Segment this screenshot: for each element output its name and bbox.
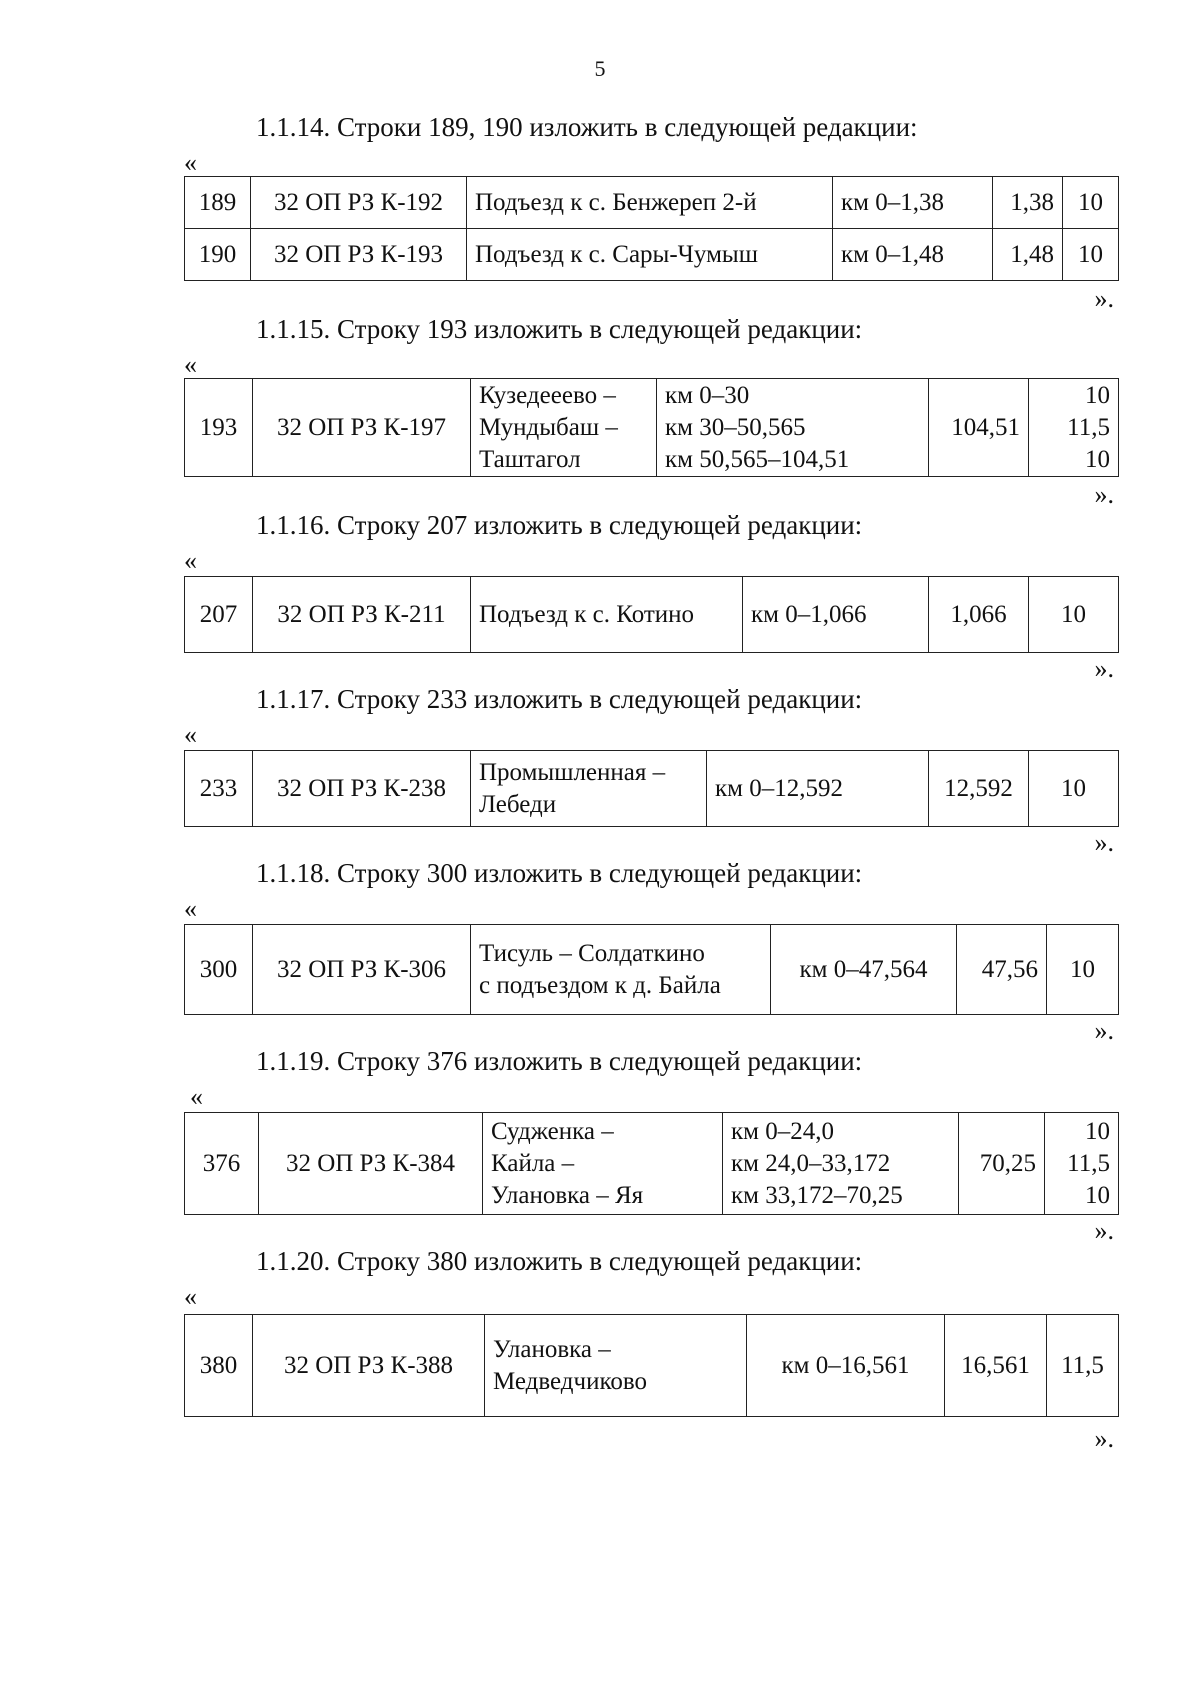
road-length: 16,561 [945, 1315, 1047, 1417]
amendment-table [184, 378, 1119, 477]
road-length: 70,25 [959, 1113, 1045, 1215]
table-row [185, 1113, 1119, 1215]
quote-open: « [184, 1282, 197, 1311]
section-heading: 1.1.20. Строку 380 изложить в следующей редакции: [256, 1246, 863, 1276]
quote-open: « [184, 546, 197, 575]
axle-load: 10 [1029, 577, 1119, 653]
table-row [185, 177, 1119, 229]
quote-open: « [184, 894, 197, 923]
road-length: 1,48 [993, 229, 1063, 281]
amendment-table [184, 750, 1119, 827]
quote-close: ». [1094, 1216, 1114, 1245]
table-row [185, 1315, 1119, 1417]
road-length: 1,066 [929, 577, 1029, 653]
axle-load: 10 11,5 10 [1029, 379, 1119, 477]
row-number: 207 [185, 577, 253, 653]
quote-close: ». [1094, 828, 1114, 857]
amendment-table [184, 176, 1119, 281]
row-number: 193 [185, 379, 253, 477]
quote-close: ». [1094, 1424, 1114, 1453]
quote-open: « [190, 1082, 203, 1111]
quote-open: « [184, 148, 197, 177]
km-range: км 0–30 км 30–50,565 км 50,565–104,51 [657, 379, 929, 477]
road-name: Улановка – Медведчиково [485, 1315, 747, 1417]
page-number: 5 [594, 56, 606, 81]
road-length: 104,51 [929, 379, 1029, 477]
km-range: км 0–1,38 [833, 177, 993, 229]
km-range: км 0–16,561 [747, 1315, 945, 1417]
amendment-table [184, 1314, 1119, 1417]
road-code: 32 ОП РЗ К-238 [253, 751, 471, 827]
road-code: 32 ОП РЗ К-197 [253, 379, 471, 477]
km-range: км 0–12,592 [707, 751, 929, 827]
row-number: 380 [185, 1315, 253, 1417]
road-code: 32 ОП РЗ К-388 [253, 1315, 485, 1417]
quote-close: ». [1094, 654, 1114, 683]
row-number: 189 [185, 177, 251, 229]
quote-close: ». [1094, 1016, 1114, 1045]
road-code: 32 ОП РЗ К-211 [253, 577, 471, 653]
quote-open: « [184, 720, 197, 749]
quote-open: « [184, 350, 197, 379]
road-code: 32 ОП РЗ К-306 [253, 925, 471, 1015]
km-range: км 0–1,48 [833, 229, 993, 281]
road-code: 32 ОП РЗ К-193 [251, 229, 467, 281]
table-row [185, 751, 1119, 827]
section-heading: 1.1.15. Строку 193 изложить в следующей редакции: [256, 314, 863, 344]
quote-close: ». [1094, 284, 1114, 313]
section-heading: 1.1.18. Строку 300 изложить в следующей редакции: [256, 858, 863, 888]
row-number: 300 [185, 925, 253, 1015]
road-name: Подъезд к с. Котино [471, 577, 743, 653]
amendment-table [184, 1112, 1119, 1215]
km-range: км 0–47,564 [771, 925, 957, 1015]
axle-load: 10 [1063, 229, 1119, 281]
row-number: 233 [185, 751, 253, 827]
road-length: 47,56 [957, 925, 1047, 1015]
road-name: Подъезд к с. Бенжереп 2-й [467, 177, 833, 229]
road-name: Кузедееево – Мундыбаш – Таштагол [471, 379, 657, 477]
road-name: Подъезд к с. Сары-Чумыш [467, 229, 833, 281]
table-row [185, 379, 1119, 477]
row-number: 376 [185, 1113, 259, 1215]
amendment-table [184, 576, 1119, 653]
road-name: Промышленная – Лебеди [471, 751, 707, 827]
road-length: 1,38 [993, 177, 1063, 229]
amendment-table [184, 924, 1119, 1015]
axle-load: 10 11,5 10 [1045, 1113, 1119, 1215]
section-heading: 1.1.14. Строки 189, 190 изложить в следующей редакции: [256, 112, 918, 142]
table-row [185, 925, 1119, 1015]
axle-load: 10 [1047, 925, 1119, 1015]
row-number: 190 [185, 229, 251, 281]
km-range: км 0–1,066 [743, 577, 929, 653]
section-heading: 1.1.19. Строку 376 изложить в следующей редакции: [256, 1046, 863, 1076]
road-name: Тисуль – Солдаткино с подъездом к д. Байла [471, 925, 771, 1015]
axle-load: 10 [1029, 751, 1119, 827]
section-heading: 1.1.16. Строку 207 изложить в следующей редакции: [256, 510, 863, 540]
table-row [185, 229, 1119, 281]
table-row [185, 577, 1119, 653]
road-name: Судженка – Кайла – Улановка – Яя [483, 1113, 723, 1215]
axle-load: 11,5 [1047, 1315, 1119, 1417]
section-heading: 1.1.17. Строку 233 изложить в следующей редакции: [256, 684, 863, 714]
road-length: 12,592 [929, 751, 1029, 827]
road-code: 32 ОП РЗ К-384 [259, 1113, 483, 1215]
quote-close: ». [1094, 480, 1114, 509]
road-code: 32 ОП РЗ К-192 [251, 177, 467, 229]
axle-load: 10 [1063, 177, 1119, 229]
km-range: км 0–24,0 км 24,0–33,172 км 33,172–70,25 [723, 1113, 959, 1215]
